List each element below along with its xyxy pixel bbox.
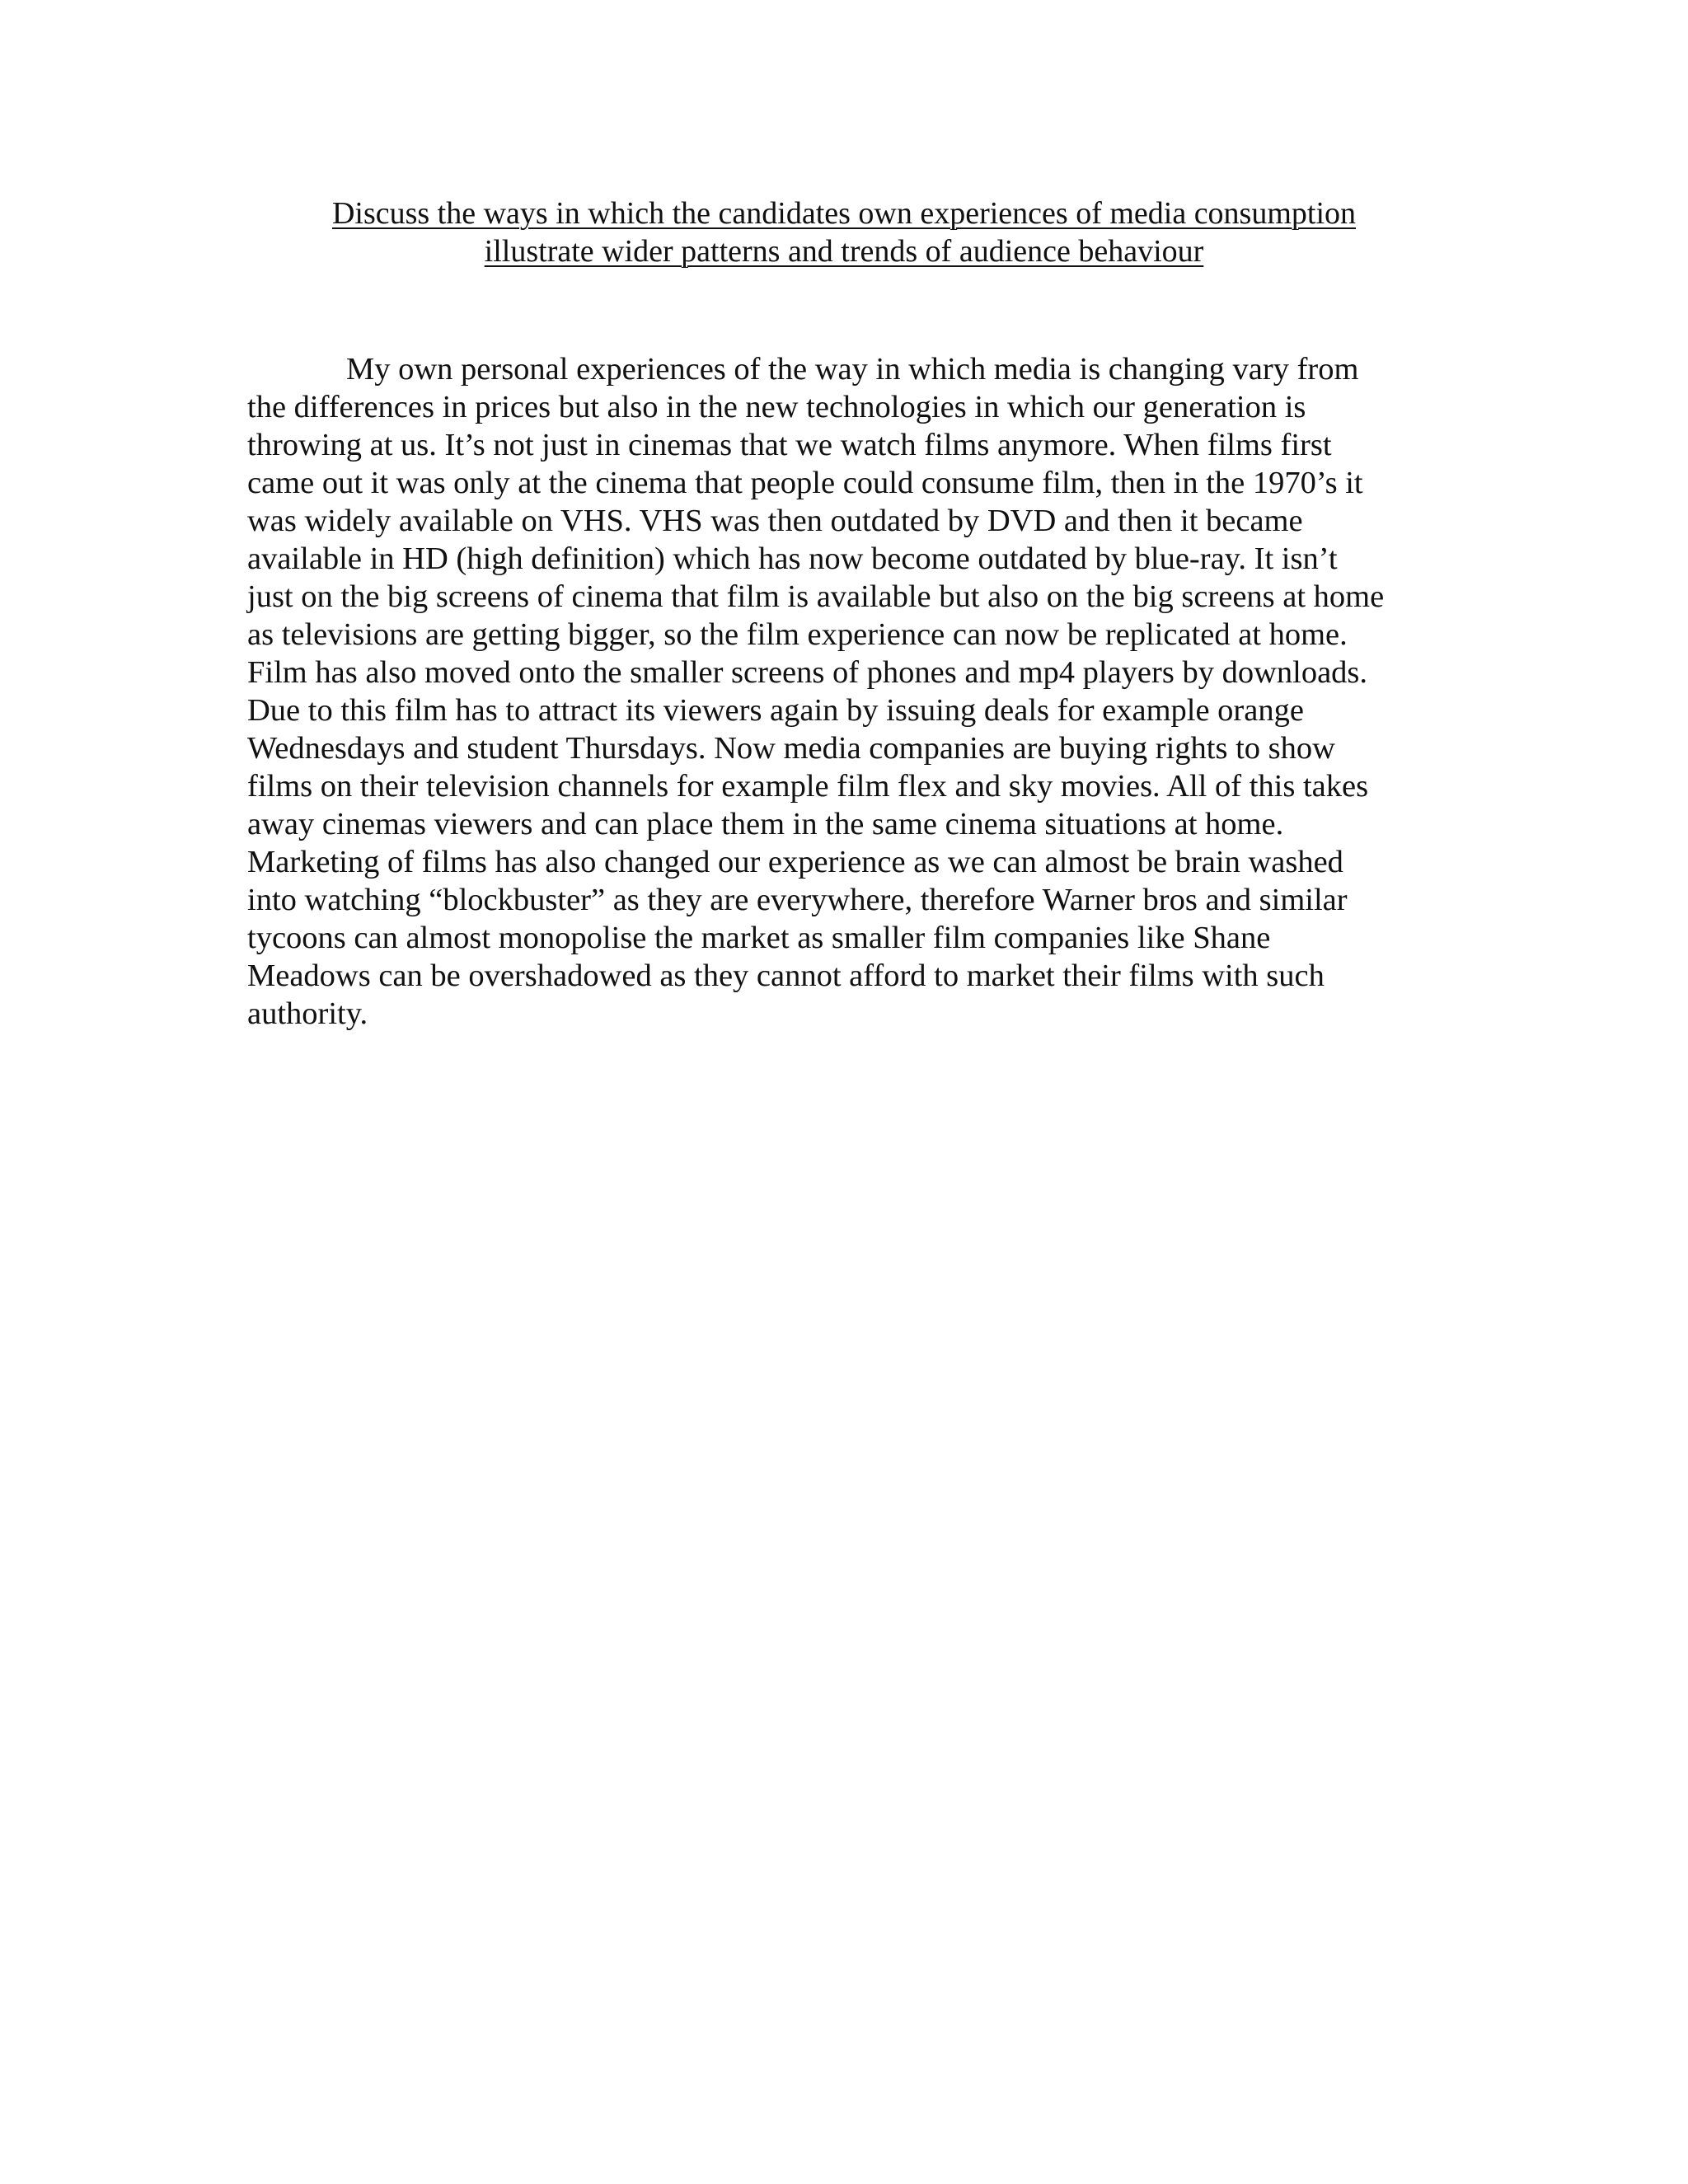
body-line: films on their television channels for example film flex and sky movies. All of this takes <box>247 769 1369 804</box>
body-line: the differences in prices but also in the new technologies in which our generation is <box>247 390 1306 424</box>
body-line: throwing at us. It’s not just in cinemas that we watch films anymore. When films first <box>247 428 1332 462</box>
body-line: Film has also moved onto the smaller screens of phones and mp4 players by downloads. <box>247 655 1368 690</box>
body-line: was widely available on VHS. VHS was then outdated by DVD and then it became <box>247 504 1303 538</box>
body-line: just on the big screens of cinema that film is available but also on the big screens at home <box>247 579 1385 614</box>
body-line: authority. <box>247 996 368 1031</box>
body-line: came out it was only at the cinema that people could consume film, then in the 1970’s it <box>247 466 1363 500</box>
body-line: Wednesdays and student Thursdays. Now media companies are buying rights to show <box>247 731 1335 766</box>
body-line: Marketing of films has also changed our experience as we can almost be brain washed <box>247 845 1343 879</box>
body-paragraph <box>247 350 1451 1033</box>
body-line: My own personal experiences of the way in which media is changing vary from <box>346 352 1359 387</box>
title-line: Discuss the ways in which the candidates own experiences of media consumption <box>331 196 1357 231</box>
body-line: tycoons can almost monopolise the market as smaller film companies like Shane <box>247 921 1271 955</box>
body-line: available in HD (high definition) which has now become outdated by blue-ray. It isn’t <box>247 541 1338 576</box>
body-line: into watching “blockbuster” as they are everywhere, therefore Warner bros and similar <box>247 883 1348 917</box>
title-line: illustrate wider patterns and trends of audience behaviour <box>484 234 1204 269</box>
body-line: Due to this film has to attract its viewers again by issuing deals for example orange <box>247 693 1304 728</box>
body-line: away cinemas viewers and can place them in the same cinema situations at home. <box>247 807 1284 841</box>
body-line: as televisions are getting bigger, so the film experience can now be replicated at home. <box>247 617 1348 652</box>
document-title <box>244 194 1444 270</box>
body-line: Meadows can be overshadowed as they cannot afford to market their films with such <box>247 958 1325 993</box>
